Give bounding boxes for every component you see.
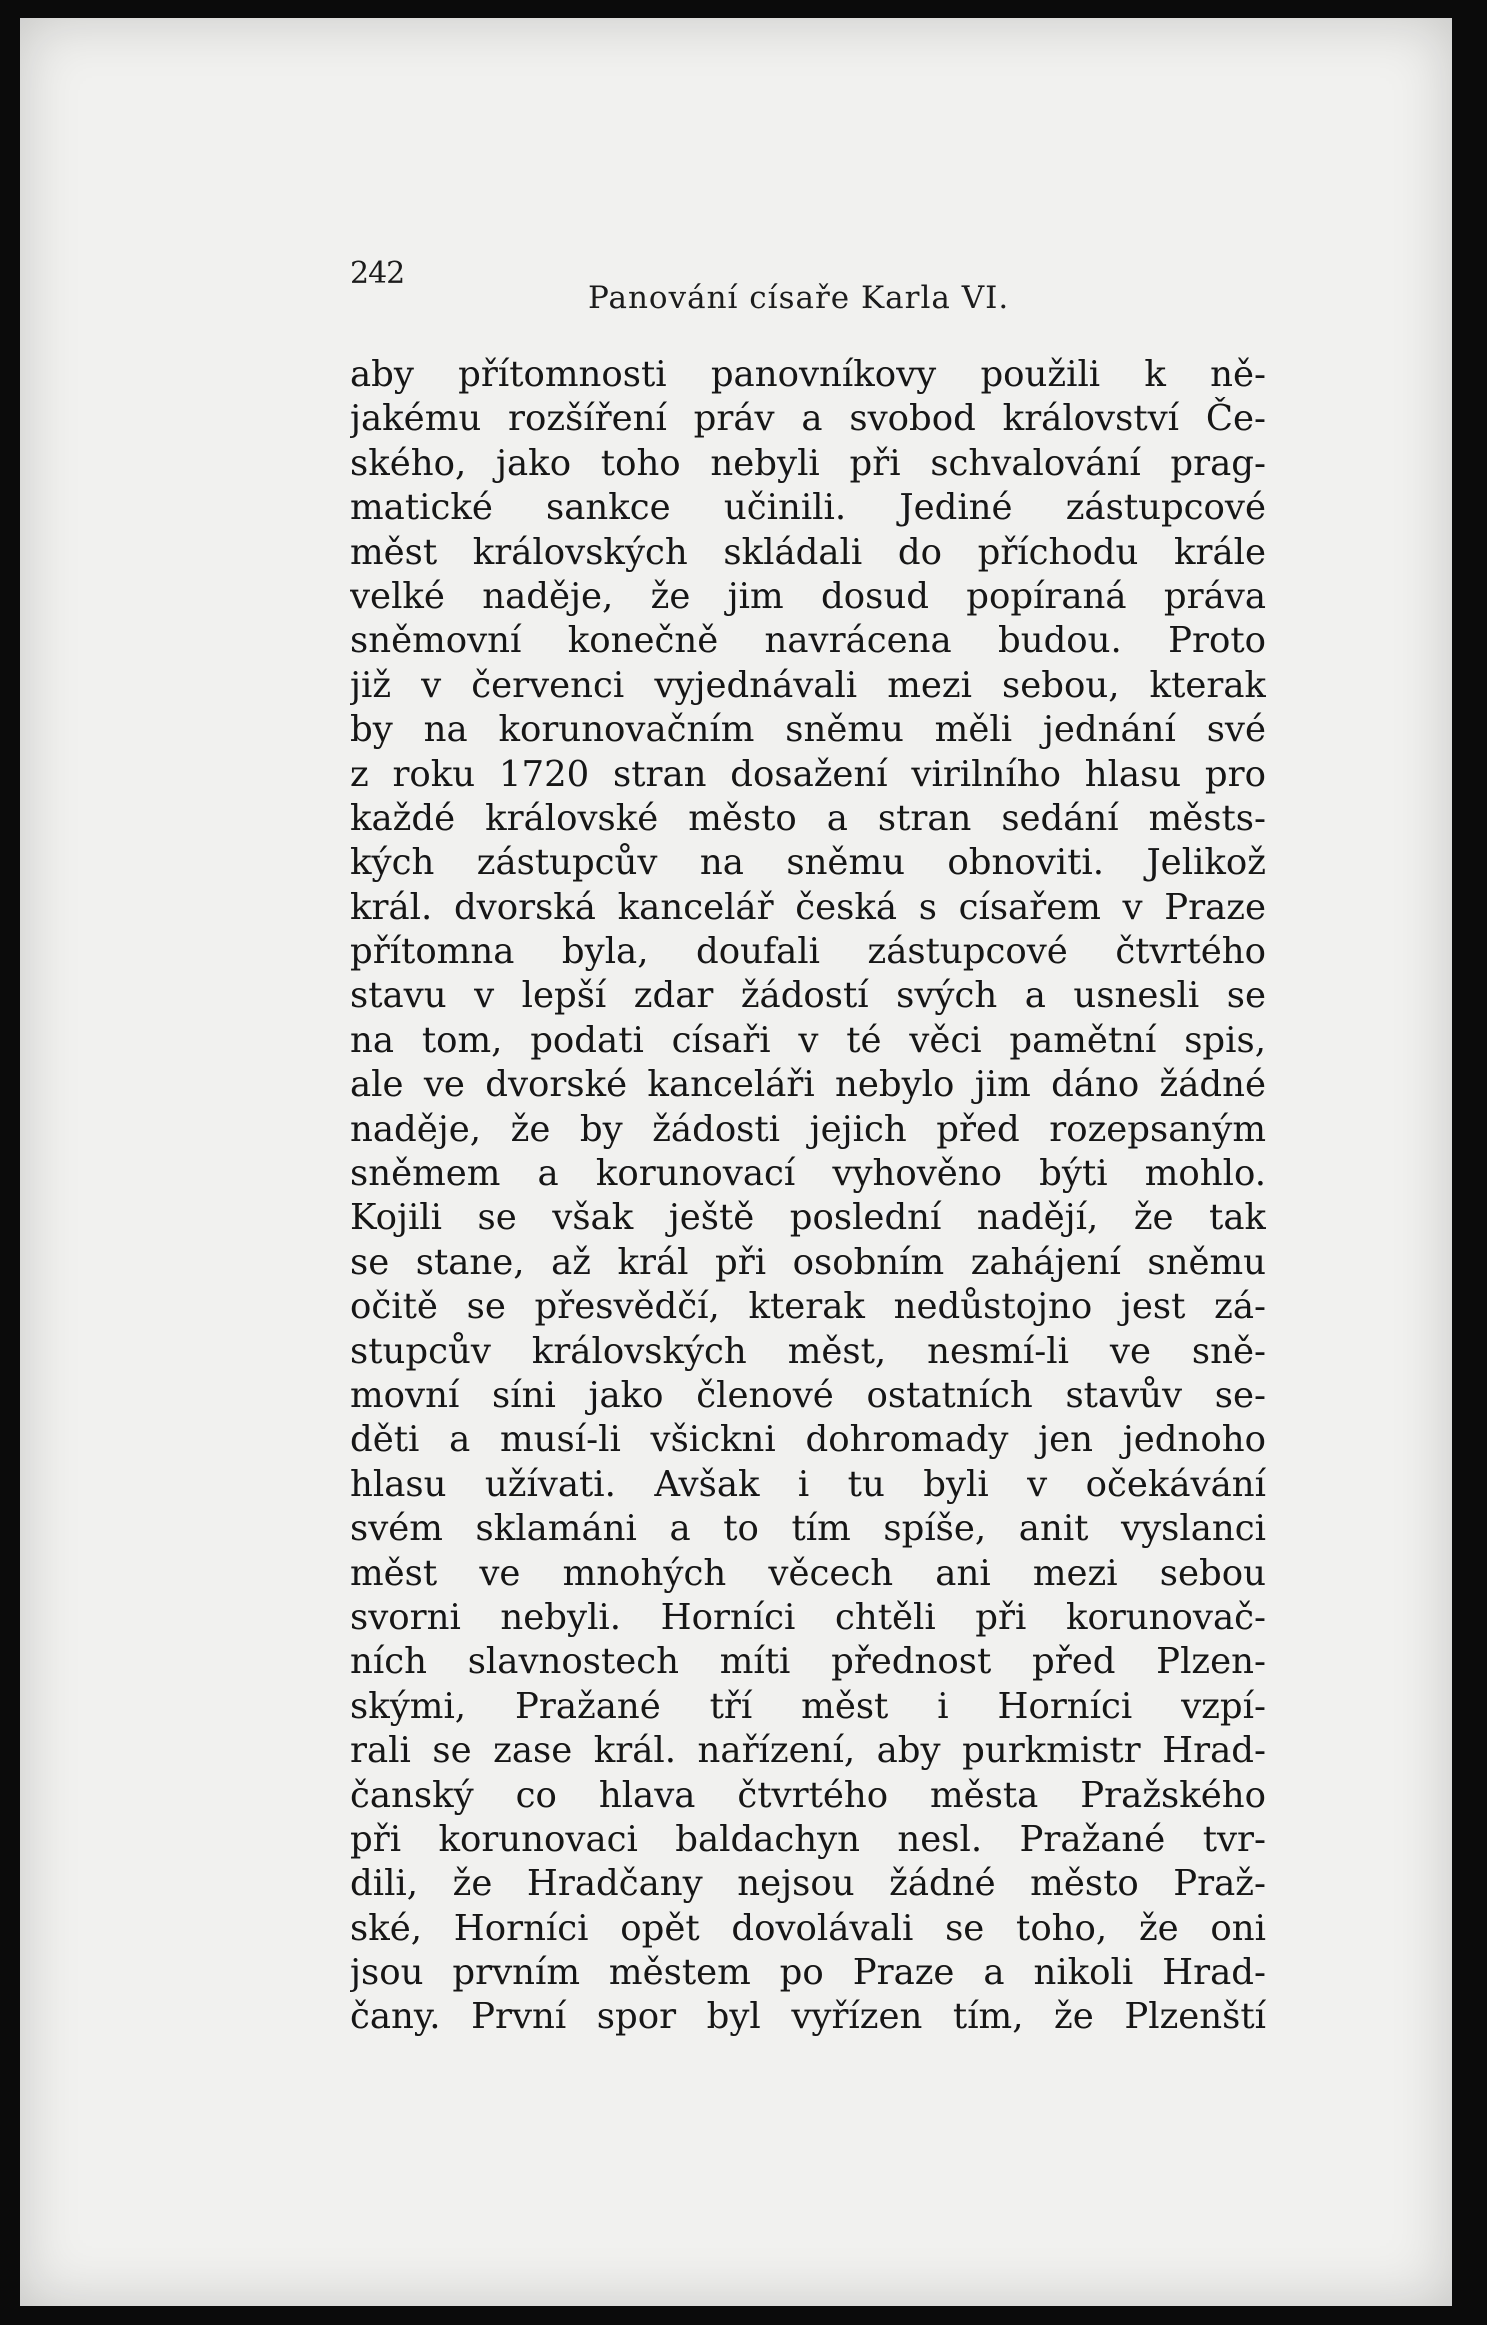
text-line: měst královských skládali do příchodu krále — [350, 531, 1266, 573]
text-line: jsou prvním městem po Praze a nikoli Hrad- — [350, 1952, 1266, 1994]
text-line: děti a musí-li všickni dohromady jen jednoho — [350, 1419, 1266, 1461]
text-line: matické sankce učinili. Jediné zástupcové — [350, 487, 1266, 529]
text-line: aby přítomnosti panovníkovy použili k ně- — [350, 354, 1266, 395]
text-line: stupcův královských měst, nesmí-li ve sně- — [350, 1330, 1266, 1372]
text-line: ale ve dvorské kanceláři nebylo jim dáno žádné — [350, 1064, 1266, 1106]
text-line: na tom, podati císaři v té věci pamětní spis, — [350, 1019, 1266, 1061]
page-number: 242 — [350, 256, 405, 291]
text-line: jakému rozšíření práv a svobod království Če- — [350, 398, 1266, 440]
text-line: rali se zase král. nařízení, aby purkmistr Hrad- — [350, 1730, 1266, 1772]
text-line: naděje, že by žádosti jejich před rozepsaným — [350, 1108, 1266, 1150]
body-text — [350, 353, 1266, 2040]
running-head: Panování císaře Karla VI. — [588, 280, 1010, 316]
text-line: svorni nebyli. Horníci chtěli při korunovač- — [350, 1596, 1266, 1638]
text-line: svém sklamáni a to tím spíše, anit vyslanci — [350, 1508, 1266, 1550]
text-line: měst ve mnohých věcech ani mezi sebou — [350, 1552, 1266, 1594]
text-line: se stane, až král při osobním zahájení sněmu — [350, 1241, 1266, 1283]
text-line: by na korunovačním sněmu měli jednání své — [350, 709, 1266, 751]
text-line: z roku 1720 stran dosažení virilního hlasu pro — [350, 753, 1266, 795]
text-line: přítomna byla, doufali zástupcové čtvrtého — [350, 931, 1266, 973]
text-line: král. dvorská kancelář česká s císařem v Praze — [350, 886, 1266, 928]
text-line: stavu v lepší zdar žádostí svých a usnesli se — [350, 975, 1266, 1017]
text-line: Kojili se však ještě poslední nadějí, že tak — [350, 1197, 1266, 1239]
text-line: kých zástupcův na sněmu obnoviti. Jelikož — [350, 842, 1266, 884]
text-line: hlasu užívati. Avšak i tu byli v očekávání — [350, 1463, 1266, 1505]
text-line: již v červenci vyjednávali mezi sebou, kterak — [350, 664, 1266, 706]
text-line: čany. První spor byl vyřízen tím, že Plzenští — [350, 1996, 1266, 2038]
text-line: ské, Horníci opět dovolávali se toho, že oni — [350, 1907, 1266, 1949]
text-line: každé královské město a stran sedání městs- — [350, 797, 1266, 839]
text-line: čanský co hlava čtvrtého města Pražského — [350, 1774, 1266, 1816]
text-line: očitě se přesvědčí, kterak nedůstojno jest zá- — [350, 1286, 1266, 1328]
text-line: ních slavnostech míti přednost před Plzen- — [350, 1641, 1266, 1683]
text-line: skými, Pražané tří měst i Horníci vzpí- — [350, 1685, 1266, 1727]
book-page — [20, 18, 1452, 2306]
text-line: sněmovní konečně navrácena budou. Proto — [350, 620, 1266, 662]
text-line: movní síni jako členové ostatních stavův se- — [350, 1374, 1266, 1416]
text-line: velké naděje, že jim dosud popíraná práva — [350, 575, 1266, 617]
text-line: dili, že Hradčany nejsou žádné město Praž- — [350, 1863, 1266, 1905]
text-line: sněmem a korunovací vyhověno býti mohlo. — [350, 1153, 1266, 1195]
text-line: při korunovaci baldachyn nesl. Pražané tvr- — [350, 1818, 1266, 1860]
text-line: ského, jako toho nebyli při schvalování prag- — [350, 442, 1266, 484]
